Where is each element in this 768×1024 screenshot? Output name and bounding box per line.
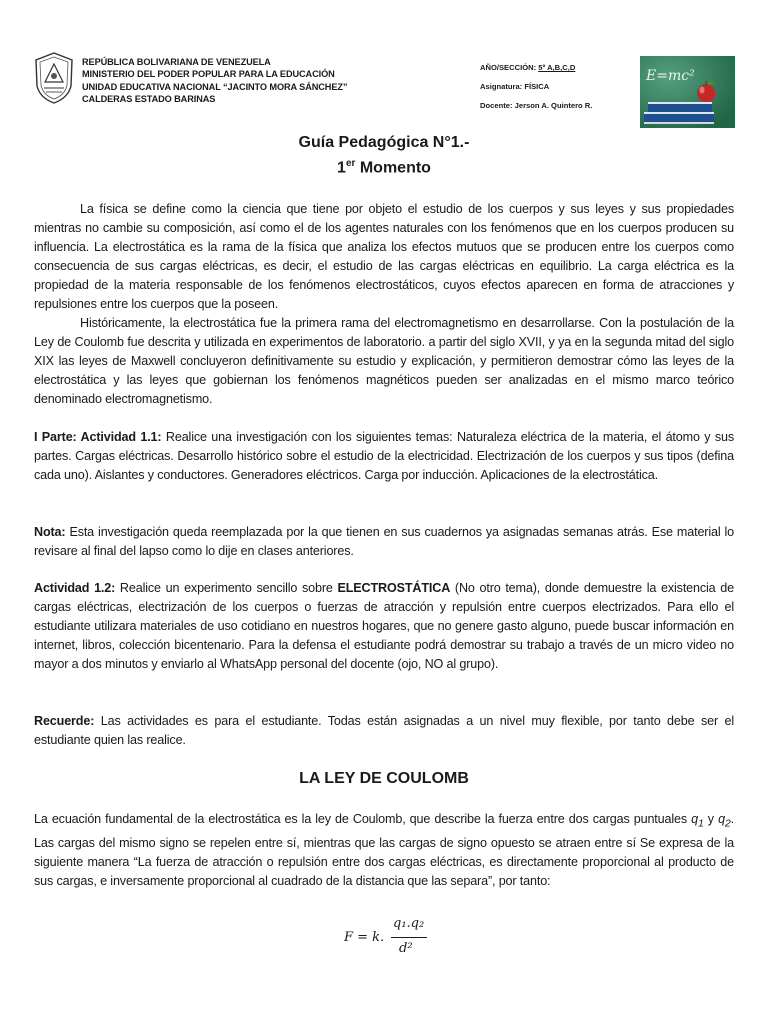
activity-1-1-text: Realice una investigación con los siguientes temas: Naturaleza eléctrica de la materia, el átomo y sus partes. Cargas eléctricas. Desarrollo histórico sobre el estudio de la electricidad. Electrización de los cuerpos y sus tipos (defina cada uno). Aislantes y conductores. Generadores eléctricos. Carga por inducción. Aplicaciones de la electrostática. <box>34 430 734 482</box>
reminder-text: Las actividades es para el estudiante. Todas están asignadas a un nivel muy flexible, por tanto debe ser el estudiante quien las realice. <box>34 714 734 747</box>
reminder-paragraph <box>34 712 734 750</box>
coulomb-formula <box>338 912 458 964</box>
formula-numerator: q₁.q₂ <box>393 916 425 931</box>
institution-block <box>82 56 347 106</box>
institution-line: REPÚBLICA BOLIVARIANA DE VENEZUELA <box>82 57 271 67</box>
note-paragraph <box>34 523 734 561</box>
coulomb-text-a: La ecuación fundamental de la electrostática es la ley de Coulomb, que describe la fuerza entre dos cargas puntuales <box>34 812 692 826</box>
teacher-value: Jerson A. Quintero R. <box>514 101 593 110</box>
coulomb-paragraph <box>34 810 734 891</box>
intro-paragraph-2: Históricamente, la electrostática fue la primera rama del electromagnetismo en desarrollarse. Con la postulación de la Ley de Coulomb fue descrita y utilizada en experimentos de laboratorio. a partir del siglo XVII, y ya en la segunda mitad del siglo XIX las leyes de Maxwell concluyeron definitivamente su estudio y explicación, y permitieron demostrar cómo las leyes de la electrostática y las leyes que gobiernan los fenómenos magnéticos pueden ser analizadas en el mismo marco teórico denominado electromagnetismo. <box>34 316 734 406</box>
institution-line: MINISTERIO DEL PODER POPULAR PARA LA EDUCACIÓN <box>82 69 335 80</box>
subject-line <box>480 77 592 96</box>
charge-q1: $q_1$ <box>691 812 704 830</box>
moment-ordinal: er <box>345 158 356 169</box>
photo-formula: E=mc² <box>646 68 695 84</box>
subject-label: Asignatura: <box>480 82 523 91</box>
course-meta <box>480 58 592 115</box>
note-label: Nota: <box>34 525 66 539</box>
subject-value: FÍSICA <box>524 82 550 91</box>
electrostatics-keyword: ELECTROSTÁTICA <box>337 581 451 595</box>
guide-title: Guía Pedagógica N°1.- <box>298 134 470 151</box>
guide-subtitle <box>0 158 768 177</box>
moment-word: Momento <box>355 159 431 177</box>
charge-q2: $q_2$ <box>718 812 731 830</box>
activity-1-2 <box>34 579 734 674</box>
formula-lhs: F = k. <box>344 930 385 945</box>
activity-1-2-text-b: (No otro tema), donde demuestre la existencia de cargas eléctricas, electrización de los cuerpos o fuerzas de atracción y repulsión entre cuerpos electrizados. Para ello el estudiante utilizara materiales de uso cotidiano en nuestros hogares, que no genere gasto alguno, puede buscar información en internet, libros, colección bicentenario. Para la defensa el estudiante podrá demostrar su trabajo a través de un micro video no mayor a dos minutos y enviarlo al WhatsApp personal del docente (ojo, NO al grupo). <box>34 581 734 671</box>
year-value: 5º A,B,C,D <box>538 63 576 72</box>
year-label: AÑO/SECCIÓN: <box>480 63 537 72</box>
activity-1-1-label: I Parte: Actividad 1.1: <box>34 430 162 444</box>
school-seal-icon <box>34 52 74 104</box>
coulomb-text-b: . Las cargas del mismo signo se repelen entre sí, mientras que las cargas de signo opuesto se atraen entre sí Se expresa de la siguiente manera “La fuerza de atracción o repulsión entre dos cargas eléctricas, es directamente proporcional al producto de sus cargas, e inversamente proporcional al cuadrado de la distancia que las separa”, por tanto: <box>34 812 734 888</box>
teacher-line <box>480 96 592 115</box>
teacher-label: Docente: <box>480 101 513 110</box>
reminder-label: Recuerde: <box>34 714 95 728</box>
formula-denominator: d² <box>399 941 413 956</box>
year-section-line <box>480 58 592 77</box>
activity-1-2-label: Actividad 1.2: <box>34 581 116 595</box>
intro-paragraph-1: La física se define como la ciencia que tiene por objeto el estudio de los cuerpos y sus leyes y sus propiedades mientras no cambie su composición, así como el de los agentes naturales con los fenómenos que en los cuerpos producen su influencia. La electrostática es la rama de la física que analiza los efectos mutuos que se producen entre los cuerpos como consecuencia de sus cargas eléctricas, es decir, el estudio de las cargas eléctricas en equilibrio. La carga eléctrica es la propiedad de la materia responsable de los fenómenos electrostáticos, cuyos efectos aparecen en forma de atracciones y repulsiones entre los cuerpos que la poseen. <box>34 202 734 311</box>
note-text: Esta investigación queda reemplazada por la que tienen en sus cuadernos ya asignadas semanas atrás. Ese material lo revisare al final del lapso como lo dije en clases anteriores. <box>34 525 734 558</box>
coulomb-heading: LA LEY DE COULOMB <box>299 770 469 787</box>
physics-photo <box>640 56 735 128</box>
chalkboard-books-apple-image <box>640 56 735 128</box>
coulomb-and: y <box>703 812 719 826</box>
activity-1-2-text-a: Realice un experimento sencillo sobre <box>115 581 338 595</box>
institution-line: CALDERAS ESTADO BARINAS <box>82 94 216 105</box>
fraction-bar <box>391 937 427 938</box>
institution-line: UNIDAD EDUCATIVA NACIONAL “JACINTO MORA SÁNCHEZ” <box>82 81 348 92</box>
activity-1-1 <box>34 428 734 485</box>
moment-number: 1 <box>337 159 346 177</box>
